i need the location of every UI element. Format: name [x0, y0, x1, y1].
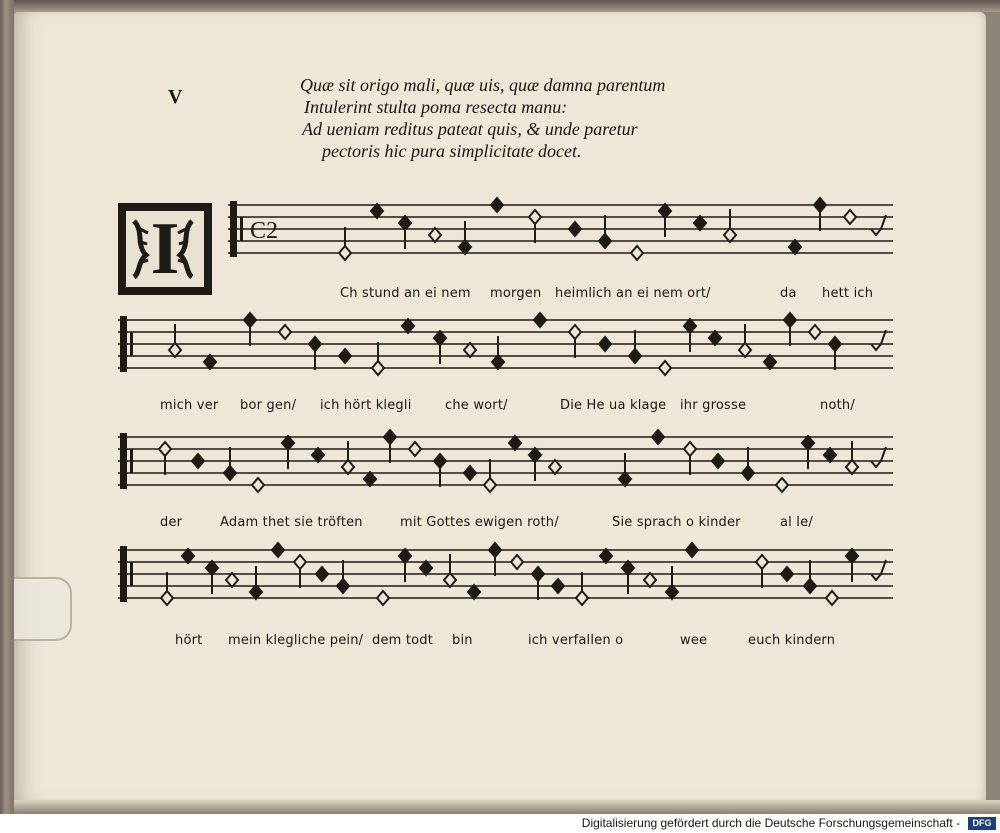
- staff: [118, 313, 893, 375]
- note-head: [684, 442, 696, 456]
- note-head: [569, 325, 581, 339]
- note-head: [846, 549, 858, 563]
- note-head: [644, 573, 656, 587]
- note-head: [434, 454, 446, 468]
- section-letter: V: [168, 86, 183, 108]
- staff: [228, 198, 893, 260]
- note-head: [206, 561, 218, 575]
- note-head: [224, 466, 236, 480]
- lyric: Sie sprach o kinder: [612, 515, 741, 530]
- note-head: [250, 585, 262, 599]
- note-head: [659, 361, 671, 375]
- clef-mark: [130, 562, 133, 586]
- note-head: [372, 361, 384, 375]
- note-head: [739, 343, 751, 357]
- note-head: [444, 573, 456, 587]
- custos-mark: [871, 330, 886, 350]
- lyric: heimlich an ei nem ort/: [555, 286, 711, 301]
- note-head: [420, 561, 432, 575]
- note-head: [402, 319, 414, 333]
- lyric: dem todt: [372, 633, 434, 648]
- lyric: al le/: [780, 515, 813, 530]
- note-head: [312, 448, 324, 462]
- note-head: [534, 313, 546, 327]
- note-head: [784, 313, 796, 327]
- note-head: [409, 442, 421, 456]
- note-head: [364, 472, 376, 486]
- lyric: der: [160, 515, 183, 530]
- note-head: [756, 555, 768, 569]
- note-head: [434, 331, 446, 345]
- note-head: [576, 591, 588, 605]
- note-head: [294, 555, 306, 569]
- note-head: [429, 228, 441, 242]
- verse-line: Ad ueniam reditus pateat quis, & unde paretur: [302, 119, 638, 139]
- lyric: da: [780, 286, 797, 301]
- note-head: [629, 349, 641, 363]
- lyric: hett ich: [822, 286, 874, 301]
- custos-mark: [871, 215, 886, 235]
- note-head: [169, 343, 181, 357]
- note-head: [824, 448, 836, 462]
- note-head: [709, 331, 721, 345]
- lyric: ihr grosse: [680, 398, 747, 413]
- note-head: [337, 579, 349, 593]
- clef-mark: [130, 332, 133, 356]
- note-head: [282, 436, 294, 450]
- note-head: [529, 448, 541, 462]
- note-head: [694, 216, 706, 230]
- note-head: [599, 337, 611, 351]
- note-head: [631, 246, 643, 260]
- lyric: wee: [680, 633, 708, 648]
- custos-mark: [871, 560, 886, 580]
- lyric: hört: [175, 633, 203, 648]
- note-head: [552, 579, 564, 593]
- note-head: [159, 442, 171, 456]
- note-head: [600, 549, 612, 563]
- verse-line: Intulerint stulta poma resecta manu:: [304, 97, 568, 117]
- footer-credit: Digitalisierung gefördert durch die Deutsche Forschungsgemeinschaft -: [560, 814, 1000, 833]
- note-head: [468, 585, 480, 599]
- clef-mark: [230, 201, 237, 257]
- note-head: [161, 591, 173, 605]
- note-head: [371, 204, 383, 218]
- lyric: Die He ua klage: [560, 398, 667, 413]
- lyric: Adam thet sie tröften: [220, 515, 363, 530]
- note-head: [204, 355, 216, 369]
- note-head: [279, 325, 291, 339]
- note-head: [781, 567, 793, 581]
- note-head: [829, 337, 841, 351]
- note-head: [511, 555, 523, 569]
- note-head: [484, 478, 496, 492]
- note-head: [776, 478, 788, 492]
- lyric: noth/: [820, 398, 855, 413]
- clef-mark: [120, 433, 127, 489]
- lyric: Ch stund an ei nem: [340, 286, 471, 301]
- note-head: [814, 198, 826, 212]
- note-head: [724, 228, 736, 242]
- note-head: [652, 430, 664, 444]
- staff: [118, 543, 893, 605]
- lyric: ich verfallen o: [528, 633, 624, 648]
- note-head: [252, 478, 264, 492]
- note-head: [804, 579, 816, 593]
- note-head: [569, 222, 581, 236]
- note-head: [464, 466, 476, 480]
- clef-mark: [130, 449, 133, 473]
- note-head: [619, 472, 631, 486]
- note-head: [459, 240, 471, 254]
- verse-line: pectoris hic pura simplicitate docet.: [322, 141, 582, 161]
- mensuration-sign: C2: [250, 218, 279, 244]
- note-head: [789, 240, 801, 254]
- note-head: [712, 454, 724, 468]
- note-head: [399, 216, 411, 230]
- lyric: euch kindern: [748, 633, 836, 648]
- lyric: morgen: [490, 286, 542, 301]
- initial-letter: I: [150, 208, 180, 290]
- lyric: mit Gottes ewigen roth/: [400, 515, 559, 530]
- custos-mark: [871, 447, 886, 467]
- note-head: [182, 549, 194, 563]
- note-head: [491, 198, 503, 212]
- note-head: [686, 543, 698, 557]
- note-head: [464, 343, 476, 357]
- note-head: [764, 355, 776, 369]
- lyric: ich hört klegli: [320, 398, 412, 413]
- note-head: [809, 325, 821, 339]
- note-head: [339, 246, 351, 260]
- note-head: [532, 567, 544, 581]
- clef-mark: [240, 217, 243, 241]
- note-head: [846, 460, 858, 474]
- lyric: bor gen/: [240, 398, 297, 413]
- clef-mark: [120, 316, 127, 372]
- note-head: [399, 549, 411, 563]
- note-head: [309, 337, 321, 351]
- clef-mark: [120, 546, 127, 602]
- dfg-logo: DFG: [968, 817, 996, 830]
- note-head: [659, 204, 671, 218]
- note-head: [339, 349, 351, 363]
- note-head: [342, 460, 354, 474]
- note-head: [192, 454, 204, 468]
- lyric: che wort/: [445, 398, 508, 413]
- note-head: [384, 430, 396, 444]
- note-head: [316, 567, 328, 581]
- note-head: [802, 436, 814, 450]
- verse-line: Quæ sit origo mali, quæ uis, quæ damna parentum: [300, 75, 666, 95]
- note-head: [529, 210, 541, 224]
- note-head: [666, 585, 678, 599]
- note-head: [489, 543, 501, 557]
- note-head: [492, 355, 504, 369]
- note-head: [742, 466, 754, 480]
- note-head: [684, 319, 696, 333]
- note-head: [244, 313, 256, 327]
- note-head: [272, 543, 284, 557]
- lyric: bin: [452, 633, 473, 648]
- note-head: [377, 591, 389, 605]
- note-head: [549, 460, 561, 474]
- lyric: mein klegliche pein/: [228, 633, 364, 648]
- lyric: mich ver: [160, 398, 219, 413]
- note-head: [599, 234, 611, 248]
- note-head: [826, 591, 838, 605]
- note-head: [509, 436, 521, 450]
- staff: [118, 430, 893, 492]
- note-head: [226, 573, 238, 587]
- note-head: [622, 561, 634, 575]
- note-head: [844, 210, 856, 224]
